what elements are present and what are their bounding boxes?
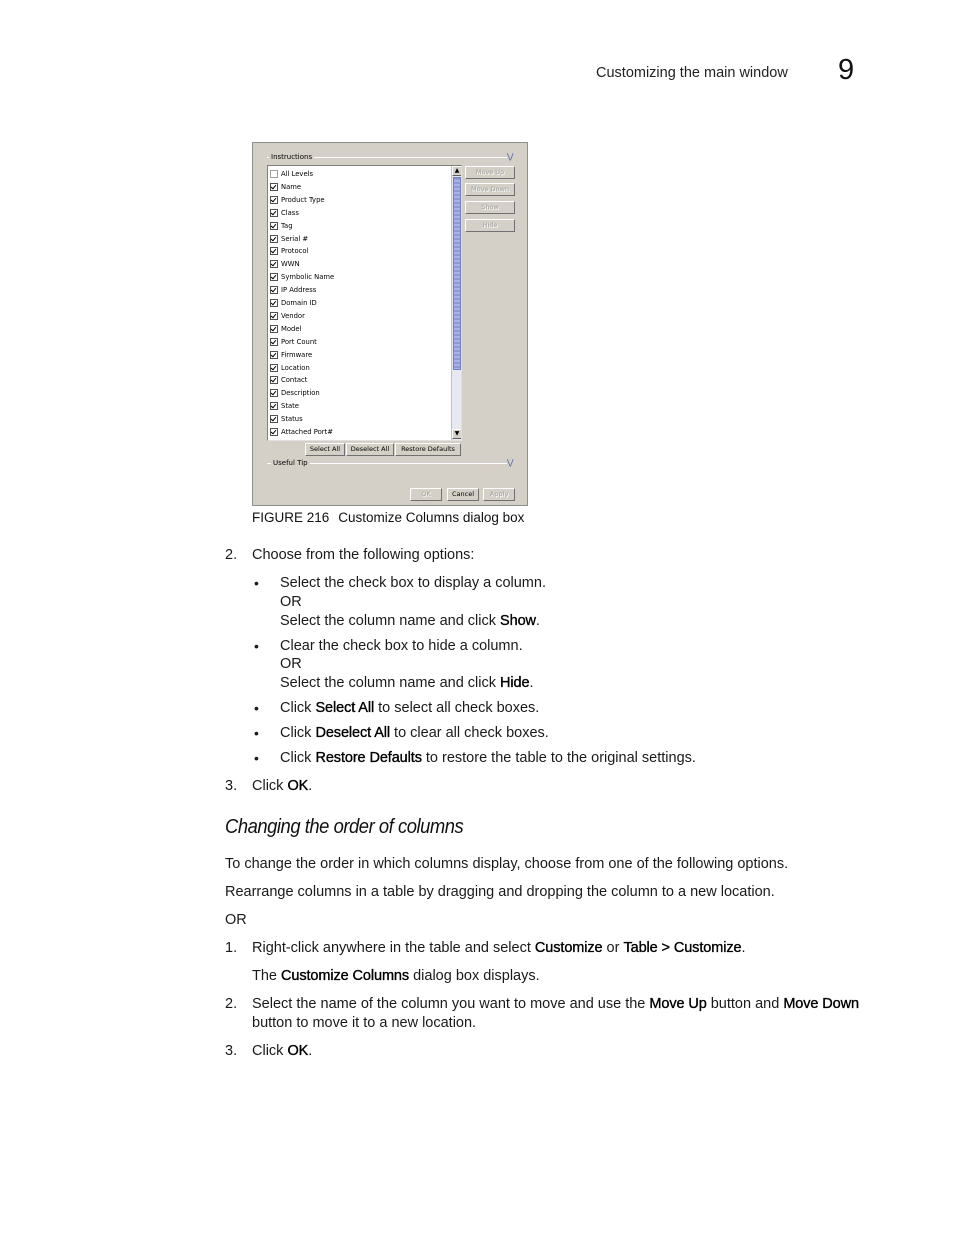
text-run: Click	[252, 1043, 288, 1059]
text-run: The	[252, 968, 282, 984]
column-label: WWN	[281, 260, 300, 269]
deselect-all-button[interactable]: Deselect All	[346, 443, 394, 456]
checkbox-checked[interactable]	[270, 402, 278, 410]
bullet-text	[280, 750, 696, 766]
column-row[interactable]	[270, 271, 334, 283]
column-label: State	[281, 402, 299, 411]
column-label: Firmware	[281, 350, 313, 359]
section-heading: Changing the order of columns	[225, 816, 464, 838]
ui-term-ok: OK	[287, 778, 309, 794]
step-number: 3.	[225, 1043, 238, 1059]
ui-term-hide: Hide	[500, 675, 530, 691]
text-run: or	[602, 940, 624, 956]
column-label: Description	[281, 389, 320, 398]
step-text	[252, 1043, 312, 1059]
column-row[interactable]	[270, 233, 308, 245]
running-header-title: Customizing the main window	[596, 65, 788, 81]
bullet-text: Clear the check box to hide a column.	[280, 638, 523, 654]
or-text: OR	[225, 912, 247, 928]
figure-number: FIGURE 216	[252, 510, 330, 525]
checkbox-checked[interactable]	[270, 273, 278, 281]
bullet-text: Select the check box to display a column.	[280, 575, 546, 591]
ui-term-move-up: Move Up	[649, 996, 707, 1012]
checkbox-checked[interactable]	[270, 209, 278, 217]
columns-list[interactable]	[267, 165, 462, 441]
useful-tip-label: Useful Tip	[273, 459, 308, 467]
text-run: Right-click anywhere in the table and select	[252, 940, 535, 956]
column-row[interactable]	[270, 168, 313, 180]
move-up-button[interactable]: Move Up	[465, 166, 515, 179]
text-run: .	[535, 613, 540, 629]
column-row[interactable]	[270, 284, 316, 296]
column-label: Protocol	[281, 247, 309, 256]
ui-term-ok: OK	[287, 1043, 309, 1059]
checkbox-checked[interactable]	[270, 260, 278, 268]
ui-term-deselect-all: Deselect All	[315, 725, 391, 741]
figure-title: Customize Columns dialog box	[338, 510, 525, 525]
ok-button[interactable]: OK	[410, 488, 442, 501]
step-text	[252, 968, 540, 984]
text-run: .	[741, 940, 746, 956]
text-run: Click	[280, 700, 316, 716]
hide-button[interactable]: Hide	[465, 219, 515, 232]
useful-tip-expand-icon[interactable]: ⋁	[507, 458, 514, 467]
instructions-label: Instructions	[271, 153, 313, 161]
column-row[interactable]	[270, 258, 300, 270]
checkbox-checked[interactable]	[270, 325, 278, 333]
text-run: Select the name of the column you want to move and use the	[252, 996, 650, 1012]
or-text: OR	[280, 656, 302, 672]
checkbox-checked[interactable]	[270, 196, 278, 204]
checkbox-checked[interactable]	[270, 312, 278, 320]
text-run: to clear all check boxes.	[390, 725, 549, 741]
checkbox-checked[interactable]	[270, 235, 278, 243]
ui-term-customize-columns: Customize Columns	[281, 968, 410, 984]
move-down-button[interactable]: Move Down	[465, 183, 515, 196]
checkbox-checked[interactable]	[270, 364, 278, 372]
instructions-collapse-icon[interactable]: ⋁	[507, 152, 514, 161]
bullet-icon: •	[254, 750, 259, 766]
step-number: 3.	[225, 778, 238, 794]
bullet-icon: •	[254, 638, 259, 654]
scroll-up-arrow-icon[interactable]: ▲	[452, 166, 462, 176]
bullet-icon: •	[254, 725, 259, 741]
step-text: Choose from the following options:	[252, 547, 475, 563]
column-row[interactable]	[270, 194, 325, 206]
text-run: Select the column name and click	[280, 613, 501, 629]
bullet-text	[280, 613, 540, 629]
checkbox-checked[interactable]	[270, 286, 278, 294]
step-text: button to move it to a new location.	[252, 1015, 477, 1031]
paragraph: Rearrange columns in a table by dragging and dropping the column to a new location.	[225, 884, 775, 900]
checkbox-checked[interactable]	[270, 415, 278, 423]
column-label: Location	[281, 363, 310, 372]
column-row[interactable]	[270, 400, 299, 412]
column-row[interactable]	[270, 362, 310, 374]
column-row[interactable]	[270, 181, 301, 193]
column-label: Serial #	[281, 234, 309, 243]
column-label: Attached Port#	[281, 428, 333, 436]
select-all-button[interactable]: Select All	[305, 443, 345, 456]
text-run: .	[529, 675, 534, 691]
step-number: 1.	[225, 940, 238, 956]
scroll-thumb[interactable]	[453, 177, 461, 370]
step-number: 2.	[225, 996, 238, 1012]
checkbox-checked[interactable]	[270, 338, 278, 346]
ui-term-restore-defaults: Restore Defaults	[315, 750, 422, 766]
column-row[interactable]	[270, 426, 333, 438]
list-scrollbar[interactable]	[451, 166, 462, 440]
text-run: Select the column name and click	[280, 675, 501, 691]
or-text: OR	[280, 594, 302, 610]
step-text	[252, 778, 312, 794]
text-run: Click	[280, 725, 316, 741]
column-row[interactable]	[270, 336, 317, 348]
column-label: Port Count	[281, 337, 317, 346]
bullet-icon: •	[254, 575, 259, 591]
column-row[interactable]	[270, 245, 308, 257]
ui-term-show: Show	[500, 613, 536, 629]
checkbox-checked[interactable]	[270, 389, 278, 397]
bullet-icon: •	[254, 700, 259, 716]
column-label: IP Address	[281, 286, 317, 295]
ui-term-customize: Customize	[534, 940, 603, 956]
column-label: Tag	[281, 221, 293, 230]
restore-defaults-button[interactable]: Restore Defaults	[395, 443, 461, 456]
column-label: All Levels	[281, 170, 314, 178]
paragraph: To change the order in which columns display, choose from one of the following options.	[225, 856, 789, 872]
column-row[interactable]	[270, 207, 299, 219]
checkbox-checked[interactable]	[270, 351, 278, 359]
column-label: Status	[281, 415, 303, 424]
step-text	[252, 996, 859, 1012]
column-label: Product Type	[281, 195, 325, 204]
text-run: dialog box displays.	[409, 968, 540, 984]
column-row[interactable]	[270, 323, 301, 335]
column-row[interactable]	[270, 413, 303, 425]
ui-term-select-all: Select All	[315, 700, 375, 716]
column-label: Contact	[281, 376, 308, 385]
bullet-text	[280, 675, 533, 691]
column-row[interactable]	[270, 387, 320, 399]
bullet-text	[280, 700, 539, 716]
text-run: to restore the table to the original settings.	[421, 750, 696, 766]
column-label: Model	[281, 324, 302, 333]
checkbox-checked[interactable]	[270, 376, 278, 384]
ui-term-table-customize: Table > Customize	[623, 940, 742, 956]
checkbox-checked[interactable]	[270, 247, 278, 255]
column-label: Symbolic Name	[281, 273, 335, 282]
column-row[interactable]	[270, 349, 312, 361]
apply-button[interactable]: Apply	[483, 488, 515, 501]
figure-caption	[252, 510, 524, 525]
step-text	[252, 940, 745, 956]
chapter-number: 9	[838, 54, 855, 86]
text-run: .	[308, 1043, 313, 1059]
column-label: Domain ID	[281, 299, 317, 307]
checkbox-checked[interactable]	[270, 428, 278, 436]
text-run: .	[308, 778, 313, 794]
column-row[interactable]	[270, 297, 317, 309]
checkbox-checked[interactable]	[270, 222, 278, 230]
cancel-button[interactable]: Cancel	[447, 488, 479, 501]
column-row[interactable]	[270, 310, 305, 322]
ui-term-move-down: Move Down	[783, 996, 859, 1012]
column-label: Vendor	[281, 311, 305, 320]
text-run: button and	[706, 996, 784, 1012]
checkbox-unchecked[interactable]	[270, 170, 278, 178]
checkbox-checked[interactable]	[270, 299, 278, 307]
column-row[interactable]	[270, 220, 293, 232]
show-button[interactable]: Show	[465, 201, 515, 214]
bullet-text	[280, 725, 549, 741]
column-label: Name	[281, 182, 302, 191]
checkbox-checked[interactable]	[270, 183, 278, 191]
column-label: Class	[281, 208, 299, 217]
scroll-down-arrow-icon[interactable]: ▼	[452, 429, 462, 439]
column-row[interactable]	[270, 374, 307, 386]
step-number: 2.	[225, 547, 238, 563]
text-run: Click	[252, 778, 288, 794]
text-run: to select all check boxes.	[374, 700, 540, 716]
text-run: Click	[280, 750, 316, 766]
customize-columns-dialog	[252, 142, 528, 506]
